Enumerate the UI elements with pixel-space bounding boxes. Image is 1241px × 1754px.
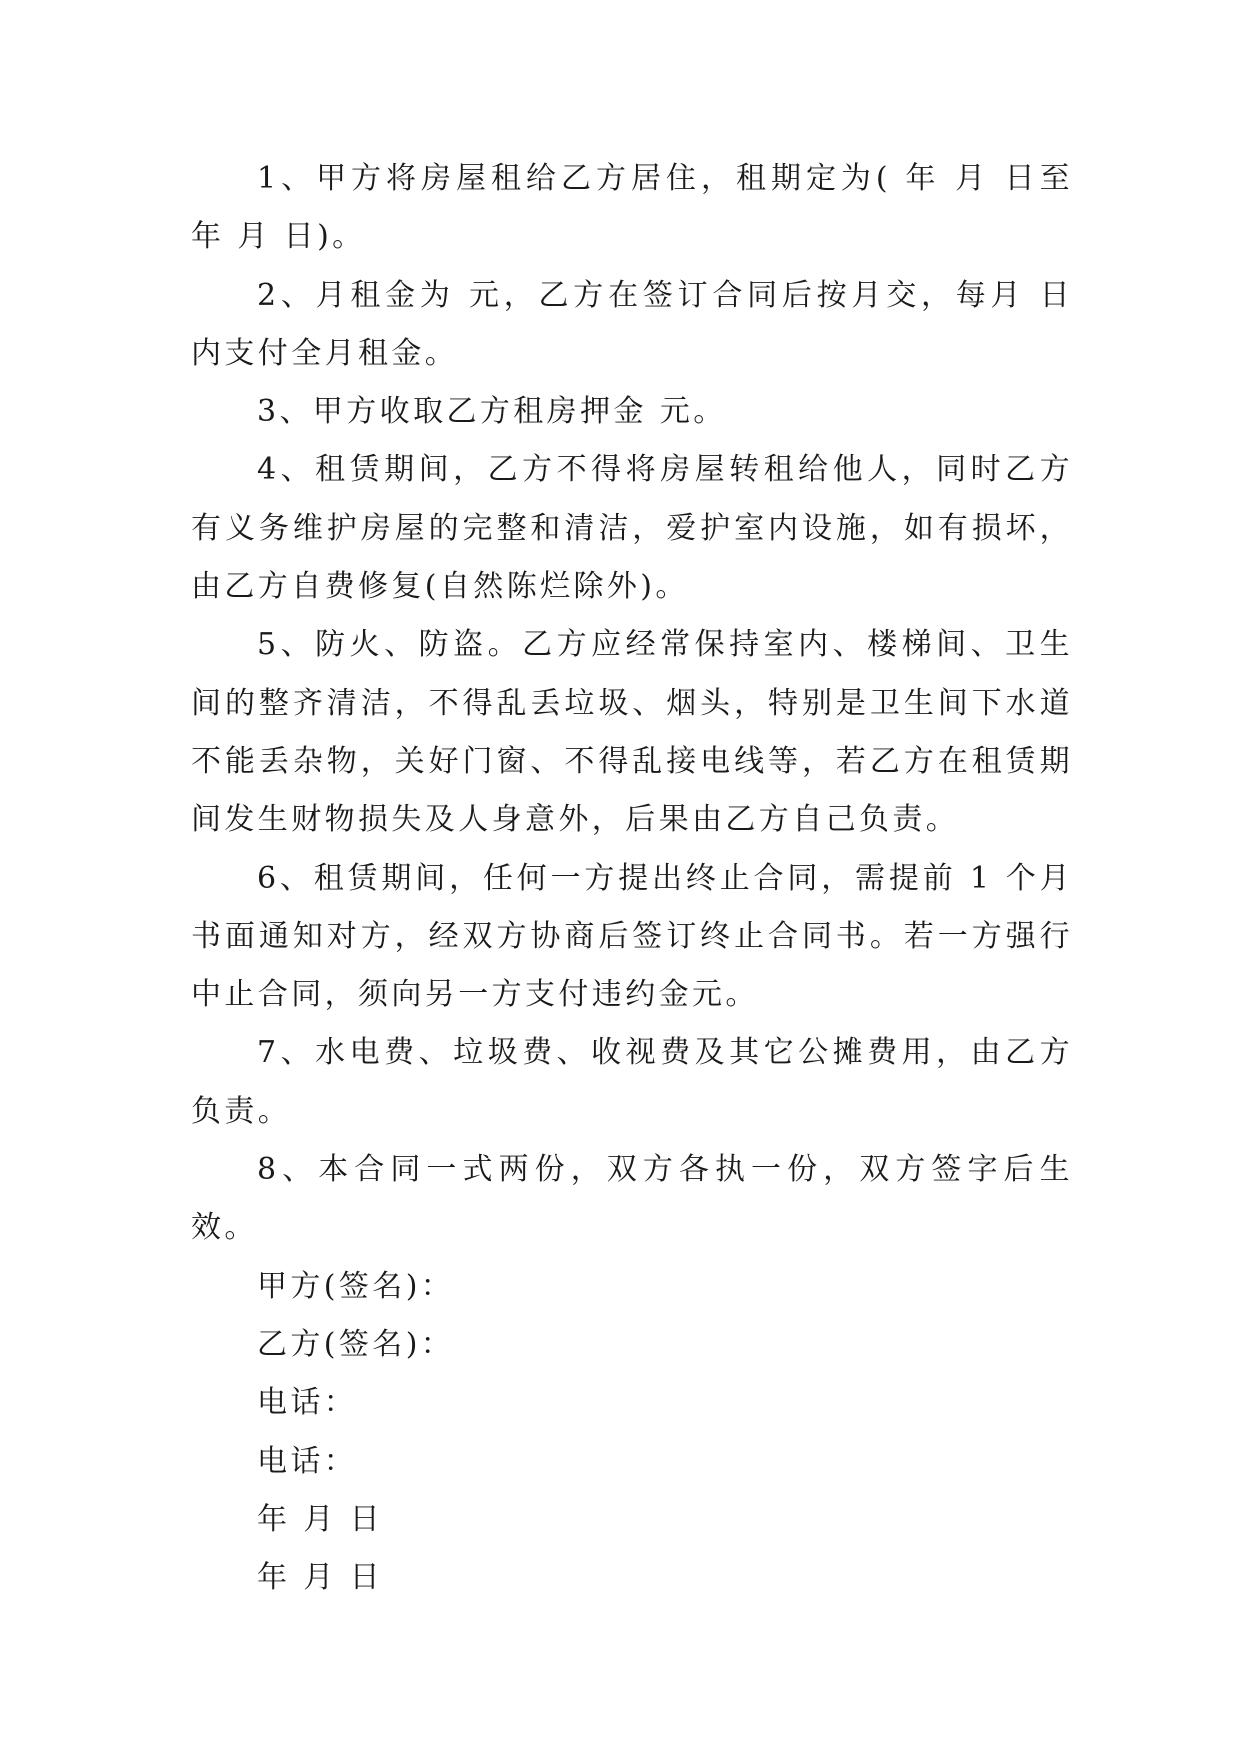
- clause-6: 6、租赁期间，任何一方提出终止合同，需提前 1 个月书面通知对方，经双方协商后签订终止合同书。若一方强行中止合同，须向另一方支付违约金元。: [191, 860, 1073, 1013]
- clause-2: 2、月租金为 元，乙方在签订合同后按月交，每月 日内支付全月租金。: [191, 277, 1073, 371]
- party-b-phone-line: 电话：: [257, 1443, 358, 1479]
- clause-4: 4、租赁期间，乙方不得将房屋转租给他人，同时乙方有义务维护房屋的完整和清洁，爱护室内设施，如有损坏，由乙方自费修复(自然陈烂除外)。: [191, 452, 1073, 605]
- clause-5: 5、防火、防盗。乙方应经常保持室内、楼梯间、卫生间的整齐清洁，不得乱丢垃圾、烟头，特别是卫生间下水道不能丢杂物，关好门窗、不得乱接电线等，若乙方在租赁期间发生财物损失及人身意外，后果由乙方自己负责。: [191, 627, 1073, 838]
- party-a-signature-line: 甲方(签名)：: [257, 1268, 455, 1304]
- clause-1: 1、甲方将房屋租给乙方居住，租期定为( 年 月 日至 年 月 日)。: [191, 161, 1073, 255]
- clause-7: 7、水电费、垃圾费、收视费及其它公摊费用，由乙方负责。: [191, 1035, 1073, 1129]
- party-b-signature-line: 乙方(签名)：: [257, 1326, 455, 1362]
- party-a-date-line: 年 月 日: [257, 1501, 384, 1537]
- party-b-date-line: 年 月 日: [257, 1560, 384, 1596]
- clause-3: 3、甲方收取乙方租房押金 元。: [257, 394, 727, 430]
- party-a-phone-line: 电话：: [257, 1385, 358, 1421]
- contract-body: [191, 150, 1073, 1607]
- clause-8: 8、本合同一式两份，双方各执一份，双方签字后生效。: [191, 1152, 1073, 1246]
